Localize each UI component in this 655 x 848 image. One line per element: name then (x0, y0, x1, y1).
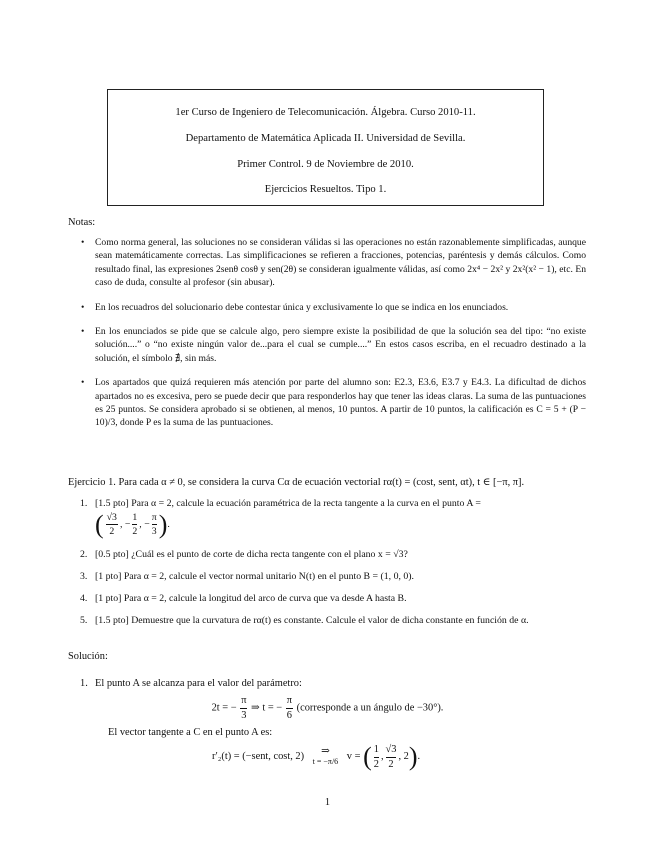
header-box (107, 89, 544, 206)
solution-title: Solución: (68, 651, 108, 662)
exercise-items (68, 497, 586, 627)
tangent-vector-formula: r′₂(t) = (−sent, cost, 2) ⇒ t = −π/6 v = ( $\frac{1}{2}$ , $\frac{√3}{2}$ , 2 ) . (212, 742, 421, 772)
bullet-icon: • (81, 326, 85, 338)
exercise-item: 1. [1.5 pto] Para α = 2, calcule la ecuación paramétrica de la recta tangente a la curva en el punto A = ( $\frac{√3}{2}$ , − $\frac{1}{2}$ , − $\frac{\pi}{3}$ ) . (68, 497, 586, 539)
bullet-icon: • (81, 237, 85, 248)
parameter-formula: 2t = − $\frac{\pi}{3}$ ⇒ t = − $\frac{\pi}{6}$ (corresponde a un ángulo de −30°). (211, 695, 444, 721)
solution-item-1: 1. El punto A se alcanza para el valor del parámetro: (80, 678, 302, 689)
exercise-statement: Ejercicio 1. Para cada α ≠ 0, se considera la curva Cα de ecuación vectorial rα(t) = (cost, sent, αt), t ∈ [−π, π]. (68, 477, 525, 488)
header-control-line: Primer Control. 9 de Noviembre de 2010. (237, 159, 414, 170)
header-type-line: Ejercicios Resueltos. Tipo 1. (264, 184, 387, 195)
header-course-line: 1er Curso de Ingeniero de Telecomunicación. Álgebra. Curso 2010-11. (175, 107, 476, 118)
bullet-icon: • (81, 301, 85, 313)
exercise-item: 2. [0.5 pto] ¿Cuál es el punto de corte de dicha recta tangente con el plano x = √3? (80, 548, 408, 560)
bullet-icon: • (81, 377, 85, 389)
point-a-vector: ( $\frac{√3}{2}$ , − $\frac{1}{2}$ , − $\frac{\pi}{3}$ ) . (95, 509, 170, 539)
exercise-item: 4. [1 pto] Para α = 2, calcule la longitud del arco de curva que va desde A hasta B. (80, 593, 407, 605)
header-department-line: Departamento de Matemática Aplicada II. Universidad de Sevilla. (185, 133, 466, 144)
page-number: 1 (324, 797, 331, 808)
notes-list (68, 236, 586, 430)
exercise-item: 3. [1 pto] Para α = 2, calcule el vector normal unitario N(t) en el punto B = (1, 0, 0). (80, 570, 414, 582)
note-item: • Los apartados que quizá requieren más atención por parte del alumno son: E2.3, E3.6, E3.7 y E4.3. La dificultad de dichos apartados no es excesiva, pero se puede decir que para responderlos hay que tener las ideas claras. La suma de las puntuaciones es 25 puntos. Se considera aprobado si se obtienen, al menos, 10 puntos. A partir de 10 puntos, la calificación es C = 5 + (P − 10)/3, donde P es la suma de las puntuaciones. (81, 377, 586, 429)
notes-title: Notas: (68, 217, 96, 228)
exercise-item: 5. [1.5 pto] Demuestre que la curvatura de rα(t) es constante. Calcule el valor de dicha constante en función de α. (80, 615, 529, 627)
note-item: • En los enunciados se pide que se calcule algo, pero siempre existe la posibilidad de que la solución sea del tipo: “no existe solución....” o “no existe ningún valor de...para el cual se cumple....” En estos casos escriba, en el recuadro destinado a la solución, el símbolo ∄, sin más. (81, 326, 586, 364)
note-item: • En los recuadros del solucionario debe contestar única y exclusivamente lo que se indica en los enunciados. (81, 301, 509, 313)
note-item: • Como norma general, las soluciones no se consideran válidas si las operaciones no están razonablemente simplificadas, aunque sean matemáticamente correctas. Las simplificaciones se refieren a fracciones, potencias, paréntesis y demás cálculos. Como resultado final, las expresiones 2senθ cosθ y sen(2θ) se consideran igualmente válidas, así como 2x⁴ − 2x² y 2x²(x² − 1), etc. En caso de duda, consulte al profesor (sin abusar). (81, 237, 586, 289)
tangent-vector-intro: El vector tangente a C en el punto A es: (108, 727, 273, 738)
